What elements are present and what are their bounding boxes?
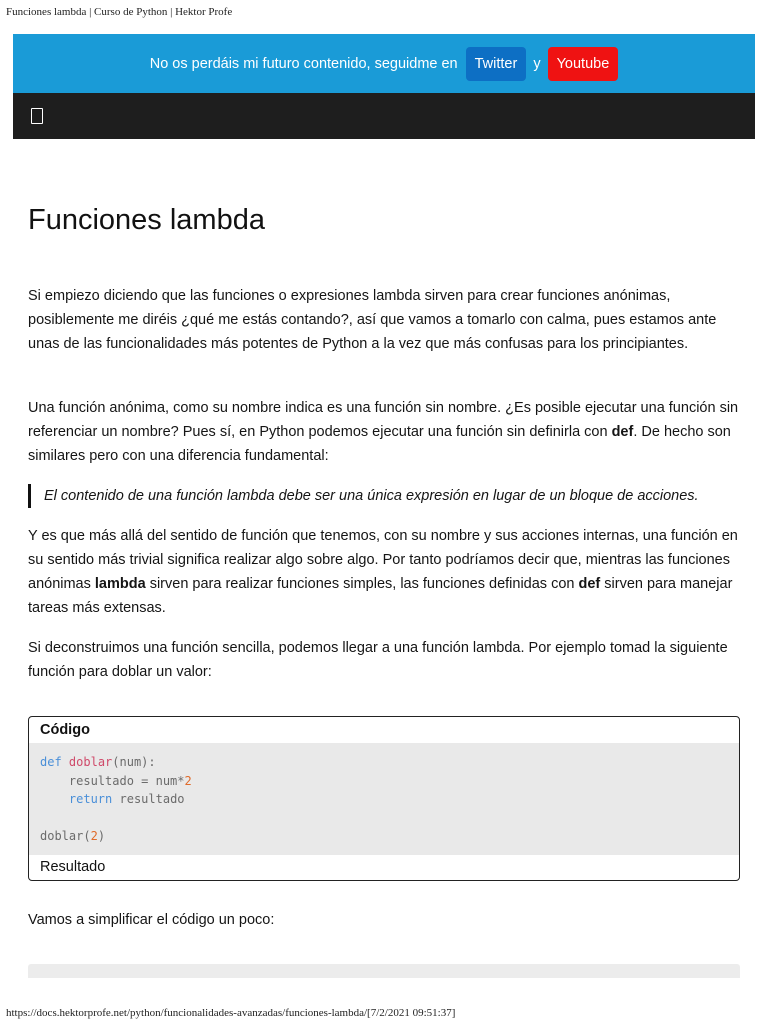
paragraph-deconstruct: Si deconstruimos una función sencilla, podemos llegar a una función lambda. Por ejemplo tomad la siguiente función para doblar un valor: [28,640,728,680]
code-block [28,716,740,881]
paragraph-comparison [28,524,742,620]
code-token: doblar [68,755,113,769]
paragraph-intro: Si empiezo diciendo que las funciones o expresiones lambda sirven para crear funciones anónimas, posiblemente me diréis ¿qué me estás contando?, así que vamos a tomarlo con calma, pues estamos ante unas de las funcionalidades más potentes de Python a la vez que más confusas para los principiantes. [28,288,717,352]
code-token: return [68,792,113,806]
print-footer-url: https://docs.hektorprofe.net/python/funcionalidades-avanzadas/funciones-lambda/[7/2/2021 09:51:37] [6,1007,456,1019]
print-header: Funciones lambda | Curso de Python | Hektor Profe [6,6,233,18]
youtube-button[interactable]: Youtube [548,47,619,81]
code-token: ) [97,829,106,843]
promo-text: No os perdáis mi futuro contenido, seguidme en [149,55,458,72]
paragraph-text: Y es que más allá del sentido de función que tenemos, con su nombre y sus acciones internas, una función en su sentido más trivial significa realizar algo sobre algo. Por tanto podríamos decir que, mientras las funciones anónimas [28,528,738,592]
keyword-def: def [578,576,601,592]
code-token: 2 [184,773,192,788]
menu-icon[interactable] [31,108,43,124]
page-title: Funciones lambda [28,204,265,236]
blockquote: El contenido de una función lambda debe ser una única expresión en lugar de un bloque de acciones. [28,484,742,508]
code-token: (num): [112,755,156,769]
social-promo-bar [13,34,755,93]
paragraph-text: Una función anónima, como su nombre indica es una función sin nombre. ¿Es posible ejecutar una función sin referenciar un nombre? Pues sí, en Python podemos ejecutar una función sin definirla con [28,400,739,440]
paragraph-text: . De hecho son similares pero con una diferencia fundamental: [28,424,731,464]
nav-bar [13,93,755,139]
code-block-partial [28,964,740,978]
code-block-result: Resultado [40,859,106,875]
paragraph-text: sirven para manejar tareas más extensas. [28,576,733,616]
code-block-body[interactable] [29,743,739,855]
promo-separator: y [533,55,541,72]
code-block-header: Código [40,722,90,738]
keyword-def: def [611,424,634,440]
keyword-lambda: lambda [94,576,146,592]
paragraph-text: sirven para realizar funciones simples, las funciones definidas con [145,576,579,592]
code-token [40,792,69,806]
code-token: resultado = num* [40,773,185,788]
code-token: resultado [112,792,185,806]
code-token: 2 [90,829,98,843]
paragraph-simplify: Vamos a simplificar el código un poco: [28,912,275,928]
paragraph-anonymous [28,396,742,468]
code-token: def [40,755,62,769]
code-token: doblar( [40,829,91,843]
twitter-button[interactable]: Twitter [466,47,527,81]
